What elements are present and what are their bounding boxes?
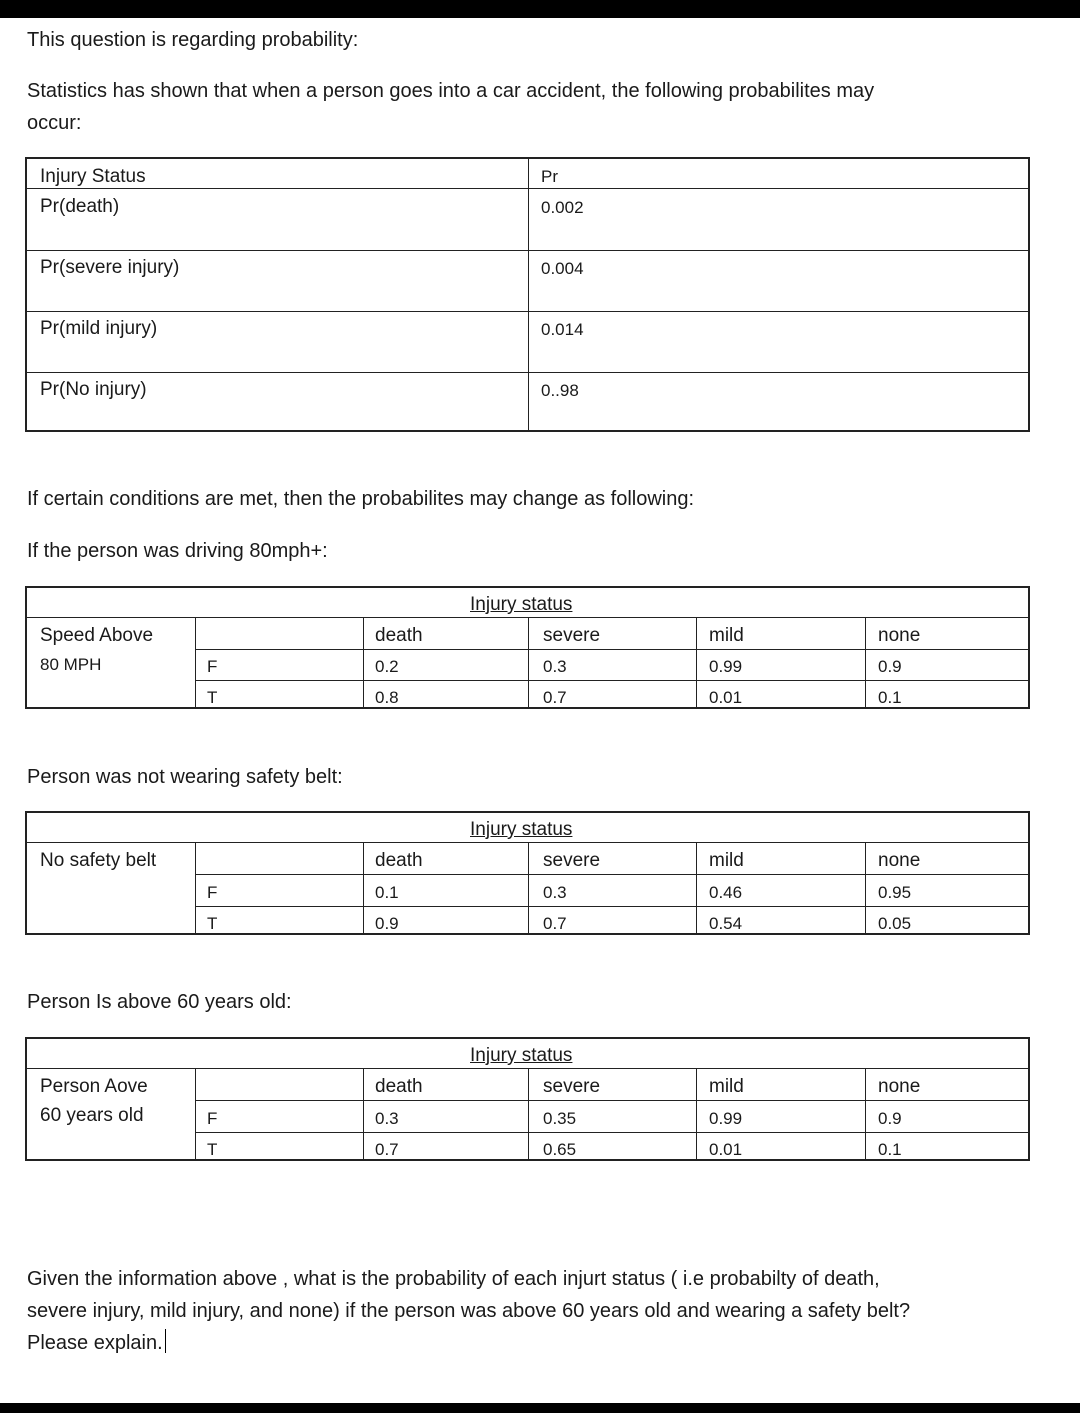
belt-cpt-table [25,811,1030,935]
age-cpt-table [25,1037,1030,1161]
cell-value: 0.1 [878,688,902,707]
bottom-black-bar [0,1403,1080,1413]
age-row-label: Person Aove [40,1076,148,1097]
base-row-value: 0.002 [541,198,584,217]
statistics-line-1: Statistics has shown that when a person goes into a car accident, the following probabilites may [27,80,875,102]
base-row-value: 0.004 [541,259,584,278]
cell-value: 0.1 [375,883,399,902]
col-mild: mild [709,850,744,871]
cell-value: 0.7 [543,688,567,707]
speed-group-header: Injury status [470,594,573,615]
col-none: none [878,850,921,871]
final-question-line-1: Given the information above , what is the probability of each injurt status ( i.e probabilty of death, [27,1268,880,1290]
question-intro: This question is regarding probability: [27,29,359,51]
belt-row-label: No safety belt [40,850,157,871]
base-header-status: Injury Status [40,166,146,187]
cell-value: 0.35 [543,1109,577,1128]
col-death: death [375,625,423,646]
cell-value: 0.9 [878,1109,902,1128]
top-black-bar [0,0,1080,18]
cell-value: 0.99 [709,657,743,676]
cell-value: 0.46 [709,883,743,902]
cell-value: 0.65 [543,1140,577,1159]
speed-row-label: Speed Above [40,625,154,646]
cell-value: 0.95 [878,883,912,902]
final-question-line-3 [27,1327,1057,1359]
cell-value: 0.3 [375,1109,399,1128]
flag-t: T [207,1140,218,1159]
age-heading: Person Is above 60 years old: [27,991,292,1013]
base-row-label: Pr(No injury) [40,379,147,400]
cell-value: 0.8 [375,688,399,707]
base-row-label: Pr(severe injury) [40,257,180,278]
cell-value: 0.99 [709,1109,743,1128]
col-death: death [375,850,423,871]
conditions-intro: If certain conditions are met, then the probabilites may change as following: [27,488,695,510]
col-severe: severe [543,625,601,646]
text-cursor [165,1329,166,1353]
col-none: none [878,625,921,646]
col-none: none [878,1076,921,1097]
cell-value: 0.3 [543,883,567,902]
speed-heading: If the person was driving 80mph+: [27,540,328,562]
col-mild: mild [709,625,744,646]
cell-value: 0.1 [878,1140,902,1159]
cell-value: 0.9 [878,657,902,676]
base-row-label: Pr(death) [40,196,120,217]
final-question-line-3-text: Please explain. [27,1332,163,1354]
cell-value: 0.01 [709,688,743,707]
col-severe: severe [543,1076,601,1097]
base-row-label: Pr(mild injury) [40,318,158,339]
flag-t: T [207,688,218,707]
flag-f: F [207,1109,218,1128]
age-row-label-2: 60 years old [40,1105,144,1126]
cell-value: 0.7 [543,914,567,933]
age-group-header: Injury status [470,1045,573,1066]
belt-heading: Person was not wearing safety belt: [27,766,343,788]
base-row-value: 0..98 [541,381,579,400]
flag-f: F [207,657,218,676]
col-severe: severe [543,850,601,871]
cell-value: 0.2 [375,657,399,676]
speed-row-label-2: 80 MPH [40,655,102,674]
final-question[interactable] [27,1263,1057,1359]
base-probability-table [25,157,1030,432]
cell-value: 0.3 [543,657,567,676]
cell-value: 0.05 [878,914,912,933]
belt-group-header: Injury status [470,819,573,840]
speed-cpt-table [25,586,1030,709]
cell-value: 0.01 [709,1140,743,1159]
flag-f: F [207,883,218,902]
base-row-value: 0.014 [541,320,584,339]
cell-value: 0.9 [375,914,399,933]
base-header-pr: Pr [541,167,558,186]
cell-value: 0.54 [709,914,743,933]
col-mild: mild [709,1076,744,1097]
cell-value: 0.7 [375,1140,399,1159]
final-question-line-2: severe injury, mild injury, and none) if the person was above 60 years old and wearing a safety belt? [27,1300,911,1322]
flag-t: T [207,914,218,933]
statistics-line-2: occur: [27,112,82,134]
col-death: death [375,1076,423,1097]
